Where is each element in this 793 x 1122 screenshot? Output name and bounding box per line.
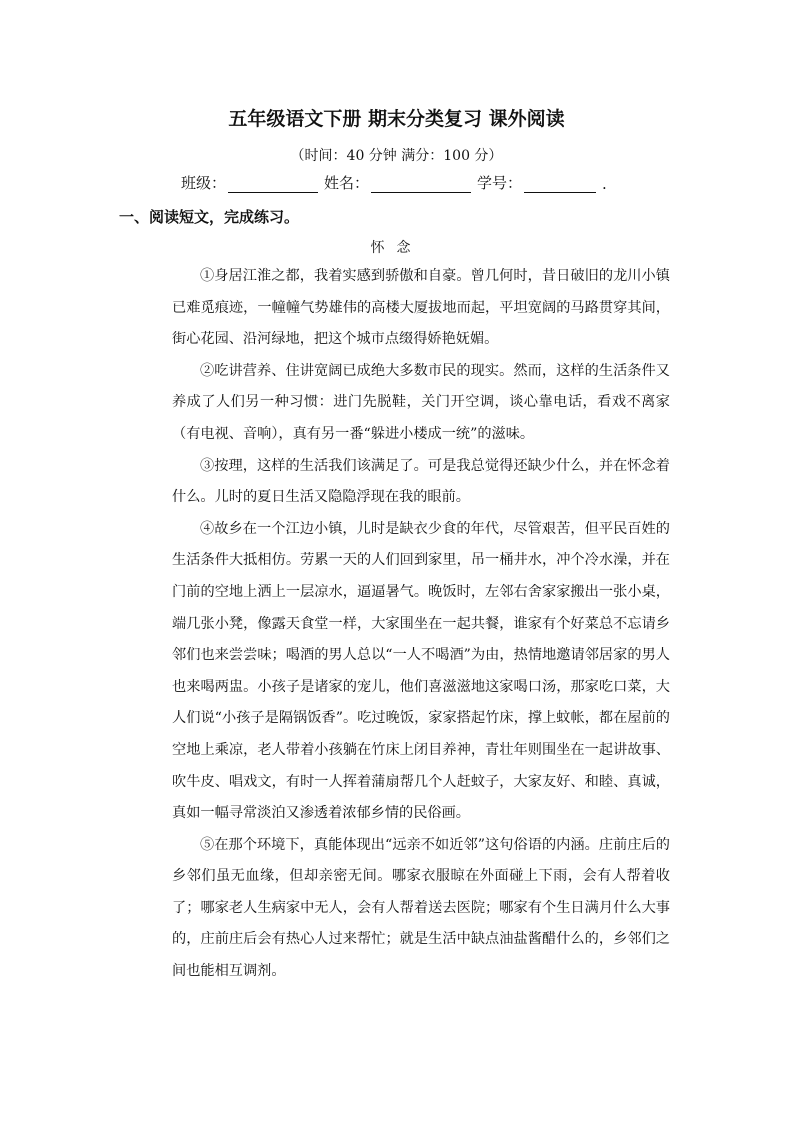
- name-label: 姓名：: [324, 174, 370, 192]
- essay-title: 怀念: [370, 240, 423, 256]
- worksheet-title: 五年级语文下册 期末分类复习 课外阅读: [228, 108, 565, 130]
- paragraph-4: ④故乡在一个江边小镇，儿时是缺衣少食的年代，尽管艰苦，但平民百姓的生活条件大抵相仿。劳累一天的人们回到家里，吊一桶井水，冲个冷水澡，并在门前的空地上洒上一层凉水，逼逼暑气。晚饭时，左邻右舍家家搬出一张小桌，端几张小凳，像露天食堂一样，大家围坐在一起共餐，谁家有个好菜总不忘请乡邻们也来尝尝味；喝酒的男人总以“一人不喝酒”为由，热情地邀请邻居家的男人也来喝两盅。小孩子是诸家的宠儿，他们喜滋滋地这家喝口汤，那家吃口菜，大人们说“小孩子是隔锅饭香”。吃过晚饭，家家搭起竹床，撑上蚊帐，都在屋前的空地上乘凉，老人带着小孩躺在竹床上闭目养神，青壮年则围坐在一起讲故事、吹牛皮、唱戏文，有时一人挥着蒲扇帮几个人赶蚊子，大家友好、和睦、真诚，真如一幅寻常淡泊又渗透着浓郁乡情的民俗画。: [172, 520, 670, 822]
- name-blank[interactable]: [371, 177, 471, 193]
- id-label: 学号：: [477, 174, 523, 192]
- section-heading: 一、阅读短文，完成练习。: [119, 208, 300, 226]
- end-mark: .: [602, 175, 607, 193]
- paragraph-5: ⑤在那个环境下，真能体现出“远亲不如近邻”这句俗语的内涵。庄前庄后的乡邻们虽无血缘，但却亲密无间。哪家衣服晾在外面碰上下雨，会有人帮着收了；哪家老人生病家中无人，会有人帮着送去医院；哪家有个生日满月什么大事的，庄前庄后会有热心人过来帮忙；就是生活中缺点油盐酱醋什么的，乡邻们之间也能相互调剂。: [172, 836, 670, 980]
- time-score-info: （时间：40 分钟 满分：100 分）: [290, 148, 503, 164]
- id-blank[interactable]: [524, 177, 596, 193]
- essay-body: [172, 261, 670, 988]
- class-blank[interactable]: [228, 177, 318, 193]
- paragraph-1: ①身居江淮之都，我着实感到骄傲和自豪。曾几何时，昔日破旧的龙川小镇已难觅痕迹，一幢幢气势雄伟的高楼大厦拔地而起，平坦宽阔的马路贯穿其间，街心花园、沿河绿地，把这个城市点缀得娇艳妩媚。: [172, 268, 670, 348]
- student-info-line: [181, 172, 607, 193]
- paragraph-2: ②吃讲营养、住讲宽阔已成绝大多数市民的现实。然而，这样的生活条件又养成了人们另一种习惯：进门先脱鞋，关门开空调，谈心靠电话，看戏不离家（有电视、音响），真有另一番“躲进小楼成一统”的滋味。: [172, 362, 670, 442]
- class-label: 班级：: [181, 174, 227, 192]
- paragraph-3: ③按理，这样的生活我们该满足了。可是我总觉得还缺少什么，并在怀念着什么。儿时的夏日生活又隐隐浮现在我的眼前。: [172, 457, 670, 506]
